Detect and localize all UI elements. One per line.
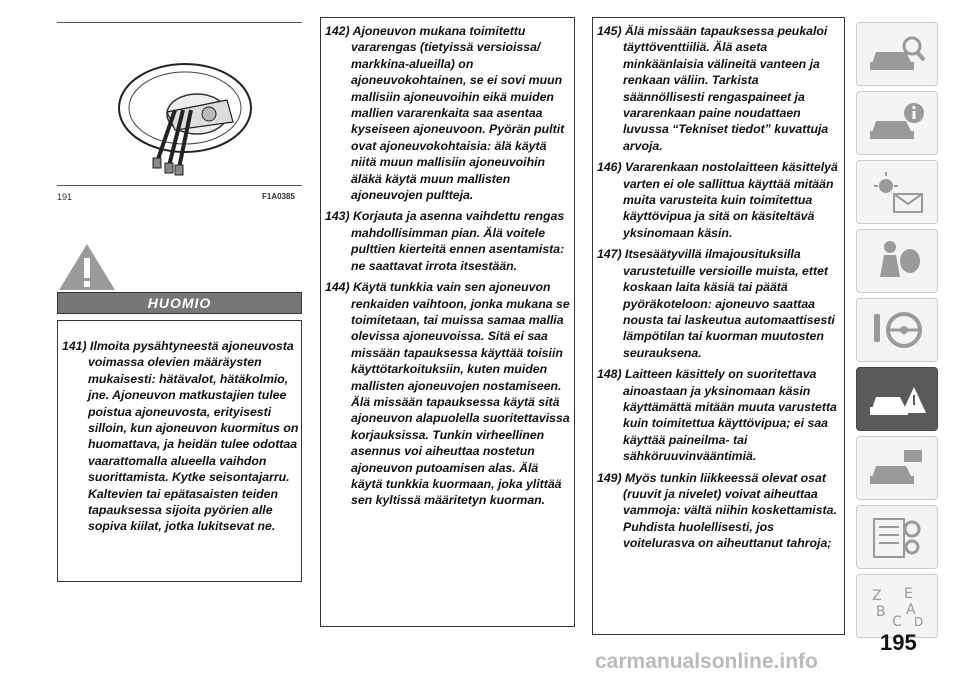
warning-note: 143) Korjauta ja asenna vaihdettu rengas mahdollisimman pian. Älä voitele pulttien kierteitä ennen asentamista: ne saattavat irrota itsestään. [325, 209, 565, 273]
warning-box-col3 [592, 17, 845, 635]
warning-title: HUOMIO [57, 292, 302, 314]
page-number: 195 [880, 630, 917, 655]
warning-note: 144) Käytä tunkkia vain sen ajoneuvon renkaiden vaihtoon, jonka mukana se toimitetaan, tai muissa samaa mallia olevissa ajoneuvoissa. Sitä ei saa missään tapauksessa käyttää toisiin käyttötarkoituksiin, kuten muiden mallisten ajoneuvojen nostamiseen. Älä missään tapauksessa käytä sitä ajoneuvon alapuolella suoritettavissa korjauksissa. Tunkin virheellinen asennus voi aiheuttaa nostetun ajoneuvon putoamisen alas. Älä käytä tunkkia kuormaan, joka ylittää sen kyltissä määritetyn kuorman. [325, 280, 570, 508]
figure-top-rule [57, 22, 302, 23]
chapter-tabs [856, 22, 938, 643]
warning-note: 149) Myös tunkin liikkeessä olevat osat (ruuvit ja nivelet) voivat aiheuttaa vammoja: vältä niihin koskettamista. Puhdista huolellisesti, jos voitelurasva on aiheuttanut tahroja; [597, 470, 837, 551]
figure-bottom-rule [57, 185, 302, 186]
svg-text:C: C [892, 614, 902, 630]
tab-technical-specifications[interactable] [856, 505, 938, 569]
warning-note: 145) Älä missään tapauksessa peukaloi täyttöventtiiliä. Älä aseta minkäänlaisia välineitä vanteen ja renkaan väliin. Tarkista säännöllisesti rengaspaineet ja vararenkaan paine noudattaen luvussa “Tekniset tiedot” kuvattuja arvoja. [597, 24, 829, 153]
warning-note: 146) Vararenkaan nostolaitteen käsittelyä varten ei ole sallittua käyttää mitään muita varusteita kuin toimitettua käyttövipua ja sitä on käsiteltävä yksinomaan käsin. [597, 160, 838, 240]
tab-safety[interactable] [856, 229, 938, 293]
tab-knowing-instrument-panel[interactable] [856, 91, 938, 155]
car-maintenance-icon [866, 444, 928, 492]
breakdown-car-icon [866, 375, 928, 423]
svg-text:D: D [914, 615, 924, 629]
warning-note: 147) Itsesäätyvillä ilmajousituksilla varustetuille versioille muista, ettet koskaan laita käsiä tai päätä pyöräkoteloon: ajoneuvo saattaa nousta tai laskeutua automaattisesti lämpötilan tai kuorman muutosten seurauksena. [597, 247, 835, 360]
tab-starting-driving[interactable] [856, 298, 938, 362]
warning-box-col2 [320, 17, 575, 627]
tab-warning-lights[interactable] [856, 160, 938, 224]
warning-note: 148) Laitteen käsittely on suoritettava ainoastaan ja yksinomaan käsin käyttämättä mitään muuta varustetta kuin toimitettua käyttövipua; ei saa käyttää paineilma- tai sähköruuvinvääntimiä. [597, 367, 837, 464]
warning-note: 141) Ilmoita pysähtyneestä ajoneuvosta voimassa olevien määräysten mukaisesti: hätävalot, hätäkolmio, jne. Ajoneuvon matkustajien tulee poistua ajoneuvosta, erityisesti silloin, kun ajoneuvon kuormitus on huomattava, ja heidän tulee odottaa vaarattomalla alueella vaihdon suorittamista. Kytke seisontajarru. Kaltevien tai epätasaisten teiden tapauksessa sijoita pyörien alle sopiva kiilat, jotka lukitsevat ne. [62, 339, 299, 534]
car-search-icon [866, 30, 928, 78]
spare-wheel-jack-illustration [57, 30, 302, 182]
tab-in-an-emergency[interactable] [856, 367, 938, 431]
alphabetical-index-icon [866, 582, 928, 630]
airbag-person-icon [866, 237, 928, 285]
steering-wheel-icon [866, 306, 928, 354]
tab-getting-to-know-car[interactable] [856, 22, 938, 86]
tab-servicing-maintenance[interactable] [856, 436, 938, 500]
figure-number: 191 [57, 192, 73, 202]
warning-box-col1 [57, 320, 302, 582]
tab-index[interactable] [856, 574, 938, 638]
svg-text:Z: Z [872, 588, 882, 604]
svg-text:B: B [876, 604, 886, 620]
svg-text:A: A [906, 602, 916, 618]
warning-lights-icon [866, 168, 928, 216]
car-info-icon [866, 99, 928, 147]
warning-triangle-icon [57, 242, 117, 292]
watermark: carmanualsonline.info [595, 650, 818, 673]
figure-code: F1A0385 [262, 192, 295, 201]
technical-data-icon [866, 513, 928, 561]
warning-note: 142) Ajoneuvon mukana toimitettu vararengas (tietyissä versioissa/ markkina-alueilla) on ajoneuvokohtainen, se ei sovi muun mallisiin ajoneuvoihin eikä muiden mallien vararenkaita saa asentaa kyseiseen ajoneuvoon. Pyörän pultit ovat ajoneuvokohtaisia: älä käytä niitä muun mallisiin ajoneuvoihin äläkä käytä muun mallisten ajoneuvojen pultteja. [325, 24, 565, 203]
svg-text:E: E [904, 586, 913, 602]
